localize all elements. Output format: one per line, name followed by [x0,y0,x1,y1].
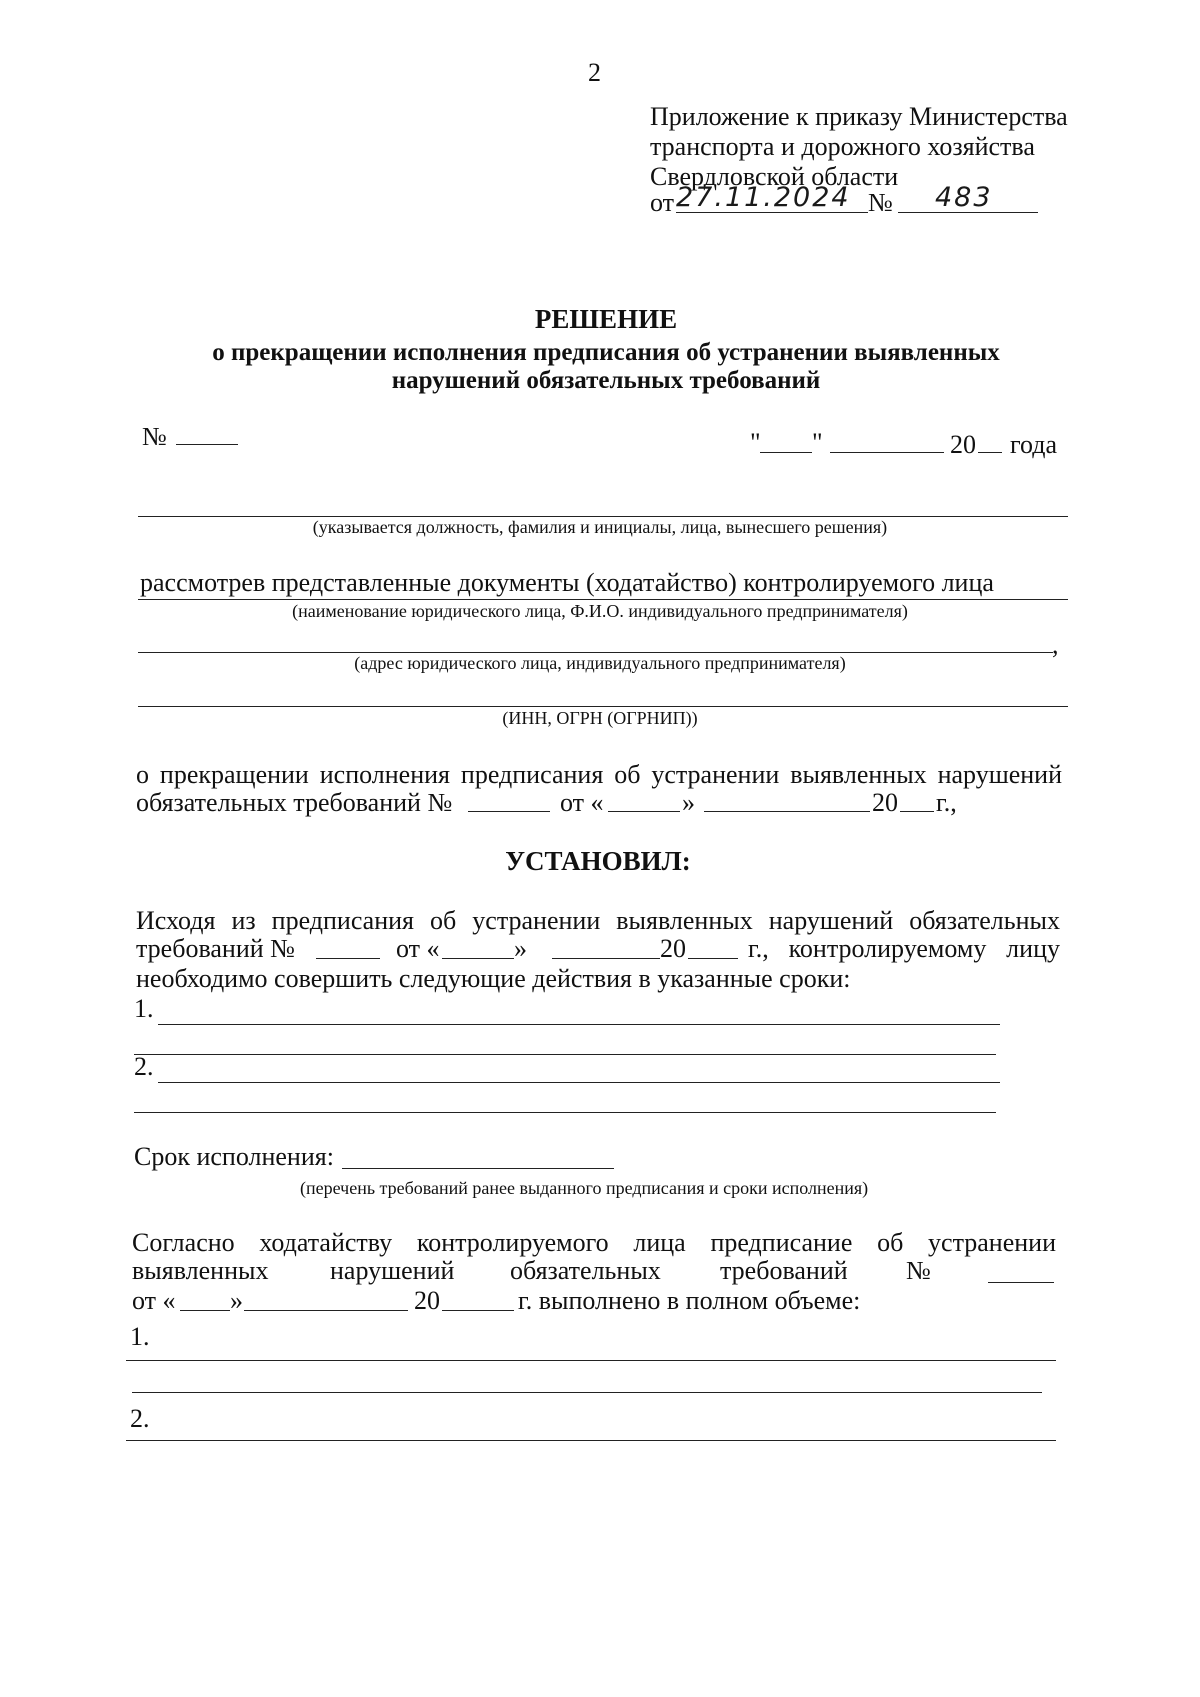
established-item-2-blank-2 [134,1112,996,1113]
inn-caption: (ИНН, ОГРН (ОГРНИП)) [502,708,698,728]
petition-line-3-d: г. выполнено в полном объеме: [518,1286,861,1315]
established-item-2: 2. [134,1052,154,1081]
subject-line-2-b: от « [560,788,604,817]
date-year-suffix: года [1010,430,1058,459]
appendix-line-3: Свердловской области [650,162,899,191]
established-number-blank [316,958,380,959]
established-line-1: Исходя из предписания об устранении выявленных нарушений обязательных [136,906,1060,935]
date-year-blank [978,452,1002,453]
entity-caption: (наименование юридического лица, Ф.И.О. индивидуального предпринимателя) [292,601,908,621]
subject-line-1: о прекращении исполнения предписания об устранении выявленных нарушений [136,760,1062,789]
subject-month-blank [704,811,870,812]
established-line-2-b: от « [396,934,440,963]
page-number: 2 [588,58,601,87]
established-line-2-d: 20 [660,934,686,963]
document-subtitle-line-1: о прекращении исполнения предписания об устранении выявленных [212,339,1000,366]
petition-line-3-a: от « [132,1286,176,1315]
decision-number-label: № [142,422,167,451]
deadline-label: Срок исполнения: [134,1142,334,1171]
petition-line-1: Согласно ходатайству контролируемого лица предписание об устранении [132,1228,1056,1257]
appendix-date-handwritten: 27.11.2024 [676,182,851,213]
petition-word-4: требований [720,1256,848,1285]
date-year-prefix: 20 [950,430,976,459]
appendix-number-handwritten: 483 [935,182,993,213]
address-caption: (адрес юридического лица, индивидуального предпринимателя) [354,653,846,673]
petition-item-1-blank-2 [132,1392,1042,1393]
established-item-2-blank [158,1082,1000,1083]
date-day-blank [760,452,812,453]
petition-day-blank [180,1310,230,1311]
established-item-1-blank-2 [134,1054,996,1055]
date-month-blank [830,452,944,453]
address-comma: , [1052,630,1059,659]
petition-line-3-c: 20 [414,1286,440,1315]
established-day-blank [442,958,514,959]
appendix-line-2: транспорта и дорожного хозяйства [650,132,1035,161]
petition-word-1: выявленных [132,1256,269,1285]
petition-number-label: № [906,1256,931,1285]
petition-month-blank [244,1310,408,1311]
subject-line-2-d: 20 [872,788,898,817]
established-item-1: 1. [134,994,154,1023]
established-item-1-blank [158,1024,1000,1025]
petition-item-1-blank [126,1360,1056,1361]
deadline-caption: (перечень требований ранее выданного предписания и сроки исполнения) [300,1178,869,1198]
petition-item-2-blank [126,1440,1056,1441]
decision-number-blank [176,444,238,445]
petition-word-2: нарушений [330,1256,455,1285]
subject-line-2-c: » [682,788,695,817]
document-title: РЕШЕНИЕ [534,304,678,334]
document-subtitle-line-2: нарушений обязательных требований [391,367,821,394]
petition-year-blank [442,1310,514,1311]
date-quote-open: " [750,428,761,457]
subject-day-blank [608,811,680,812]
petition-item-1: 1. [130,1322,150,1351]
date-quote-close: " [812,428,823,457]
established-heading: УСТАНОВИЛ: [505,846,691,876]
petition-word-3: обязательных [510,1256,661,1285]
petition-number-blank [988,1282,1054,1283]
established-line-2-c: » [514,934,527,963]
subject-year-blank [900,811,934,812]
subject-number-blank [468,811,550,812]
petition-item-2: 2. [130,1404,150,1433]
established-line-3: необходимо совершить следующие действия в указанные сроки: [136,964,851,993]
subject-line-2-a: обязательных требований № [136,788,453,817]
deadline-blank [342,1168,614,1169]
reviewed-text: рассмотрев представленные документы (ходатайство) контролируемого лица [140,568,994,597]
established-month-blank [552,958,660,959]
official-caption: (указывается должность, фамилия и инициалы, лица, вынесшего решения) [312,517,888,537]
petition-line-3-b: » [230,1286,243,1315]
established-year-blank [688,958,738,959]
established-line-2-e: г., контролируемому лицу [748,934,1060,963]
established-line-2-a: требований № [136,934,295,963]
appendix-number-label: № [868,188,893,217]
appendix-from-label: от [650,188,675,217]
subject-line-2-e: г., [936,788,957,817]
appendix-line-1: Приложение к приказу Министерства [650,102,1068,131]
appendix-block [650,102,1170,192]
